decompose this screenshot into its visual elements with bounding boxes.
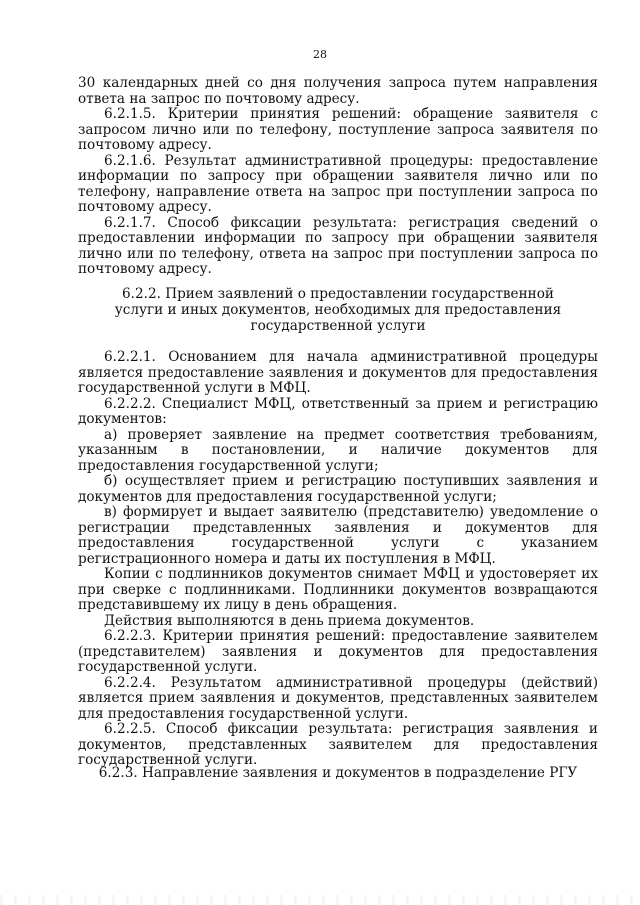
- section-6-2-2-text: [78, 350, 598, 769]
- list-item-v: в) формирует и выдает заявителю (представителю) уведомление о регистрации представленных заявления и документов для предоставления государственной услуги с указанием регистрационного номера и даты их поступления в МФЦ.: [78, 504, 598, 567]
- heading-line: государственной услуги: [250, 318, 426, 334]
- paragraph-continuation: 30 календарных дней со дня получения запроса путем направления ответа на запрос по почтовому адресу.: [78, 75, 598, 107]
- section-heading-6-2-2: [78, 286, 598, 334]
- paragraph-same-day: Действия выполняются в день приема документов.: [104, 612, 475, 629]
- list-item-b: б) осуществляет прием и регистрацию поступивших заявления и документов для предоставления государственной услуги;: [78, 473, 598, 505]
- paragraph-6-2-2-3: 6.2.2.3. Критерии принятия решений: предоставление заявителем (представителем) заявления и документов для предоставления государственной услуги.: [78, 628, 598, 675]
- paragraph-copies: Копии с подлинников документов снимает МФЦ и удостоверяет их при сверке с подлинниками. Подлинники документов возвращаются представившему их лицу в день обращения.: [78, 566, 598, 613]
- paragraph-6-2-2-4: 6.2.2.4. Результатом административной процедуры (действий) является прием заявления и документов, представленных заявителем для предоставления государственной услуги.: [78, 674, 598, 722]
- paragraph-6-2-2-5: 6.2.2.5. Способ фиксации результата: регистрация заявления и документов, представленных заявителем для предоставления государственной услуги.: [78, 721, 598, 768]
- heading-line: услуги и иных документов, необходимых для предоставления: [114, 302, 562, 318]
- scan-noise: [0, 895, 640, 905]
- list-item-a: а) проверяет заявление на предмет соответствия требованиям, указанным в постановлении, и наличие документов для предоставления государственной услуги;: [78, 426, 598, 474]
- paragraph-6-2-1-5: 6.2.1.5. Критерии принятия решений: обращение заявителя с запросом лично или по телефону, поступление запроса заявителя по почтовому адресу.: [78, 106, 598, 153]
- paragraph-6-2-2-2: 6.2.2.2. Специалист МФЦ, ответственный за прием и регистрацию документов:: [78, 395, 598, 427]
- paragraph-6-2-1-7: 6.2.1.7. Способ фиксации результата: регистрация сведений о предоставлении информации по запросу при обращении заявителя лично или по телефону, ответа на запрос при поступлении запроса по почтовому адресу.: [78, 214, 598, 277]
- heading-line: 6.2.2. Прием заявлений о предоставлении государственной: [122, 286, 554, 302]
- page-number: 28: [313, 48, 327, 61]
- section-heading-6-2-3: 6.2.3. Направление заявления и документов в подразделение РГУ: [98, 765, 578, 781]
- paragraph-6-2-2-1: 6.2.2.1. Основанием для начала административной процедуры является предоставление заявления и документов для предоставления государственной услуги в МФЦ.: [78, 349, 598, 396]
- section-6-2-1-text: [78, 76, 598, 278]
- paragraph-6-2-1-6: 6.2.1.6. Результат административной процедуры: предоставление информации по запросу при обращении заявителя лично или по телефону, направление ответа на запрос при поступлении запроса по почтовому адресу.: [78, 152, 598, 215]
